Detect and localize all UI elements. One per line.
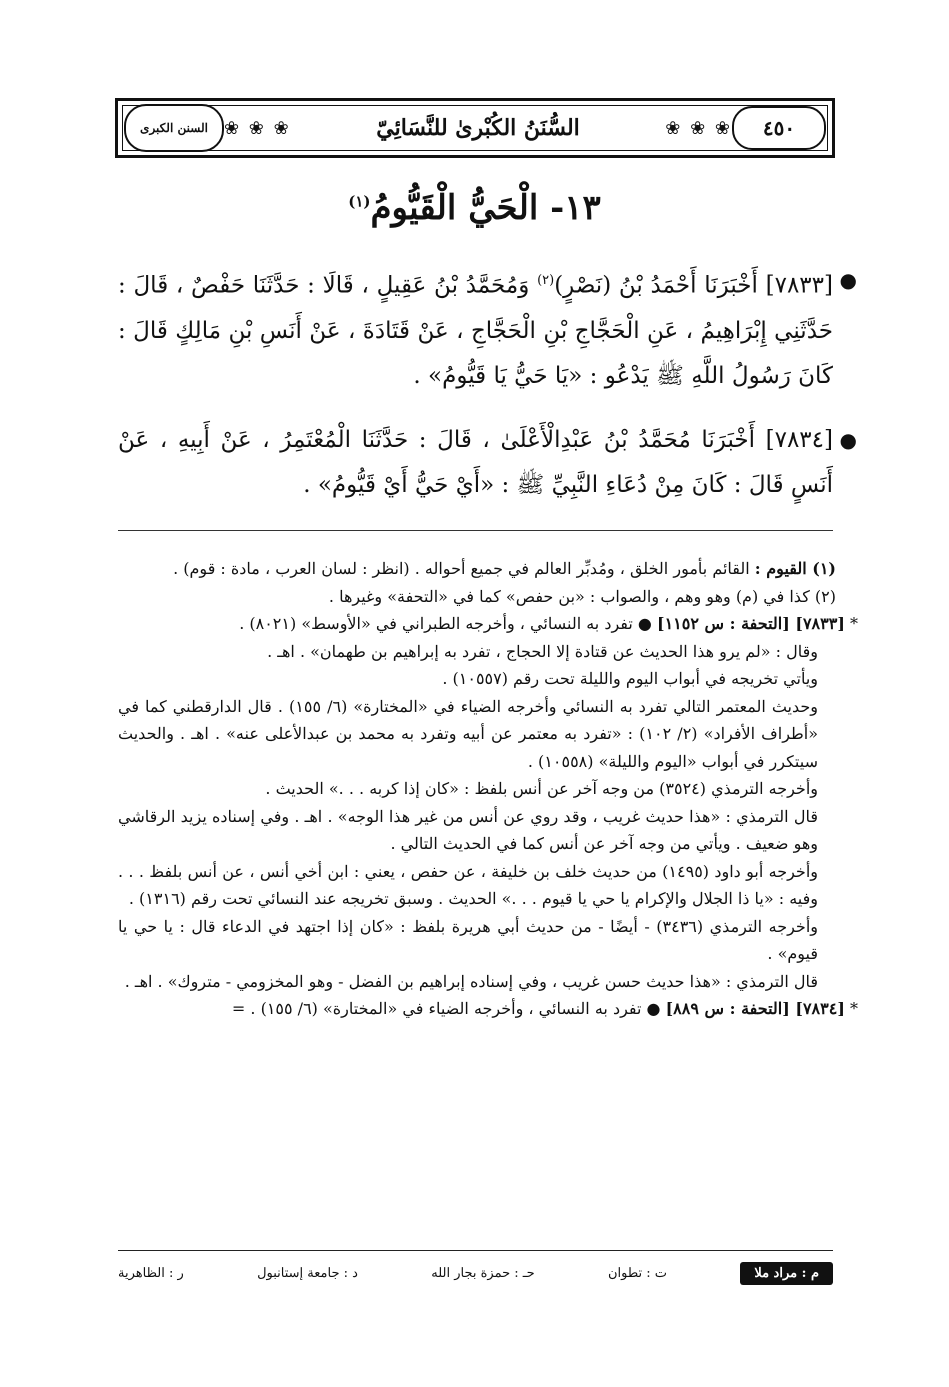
takhrij-paragraph: ويأتي تخريجه في أبواب اليوم والليلة تحت رقم (١٠٥٥٧) . (442, 669, 818, 688)
seal-text: السنن الكبرى (140, 121, 208, 135)
hadith-text: وَمُحَمَّدُ بْنُ عَقِيلٍ ، قَالَا : حَدَّثَنَا حَفْصٌ ، قَالَ : حَدَّثَنِي إِبْرَاهِيمُ ، عَنِ الْحَجَّاجِ بْنِ الْحَجَّاجِ ، عَنْ قَتَادَةَ ، عَنْ أَنَسِ بْنِ مَالِكٍ قَالَ : كَانَ رَسُولُ اللَّهِ ﷺ يَدْعُو : «يَا حَيُّ يَا قَيُّومُ» . (118, 272, 833, 389)
takhrij-paragraph: وأخرجه أبو داود (١٤٩٥) من حديث خلف بن خليفة ، عن حفص ، يعني : ابن أخي أنس ، عن أنس بلفظ . . . وفيه : «يا ذا الجلال والإكرام يا حي يا قيوم . . .» الحديث . وسبق تخريجه عند النسائي تحت رقم (١٣١٦) . (118, 861, 818, 908)
hadith-text: [٧٨٣٣] أَخْبَرَنَا أَحْمَدُ بْنُ (نَصْرٍ) (554, 272, 833, 299)
takhrij-label: [٧٨٣٣] [التحفة : س ١١٥٢] (656, 614, 845, 633)
takhrij-paragraph: قال الترمذي : «هذا حديث حسن غريب ، وفي إسناده إبراهيم بن الفضل - وهو المخزومي - متروك» . اهـ . (124, 971, 818, 991)
takhrij-7834 (118, 995, 858, 1023)
takhrij-paragraph: وأخرجه الترمذي (٣٤٣٦) - أيضًا - من حديث أبي هريرة بلفظ : «كان إذا اجتهد في الدعاء قال : يا حي يا قيوم» . (118, 916, 818, 963)
footnote-1 (118, 555, 836, 583)
takhrij-7833 (118, 610, 858, 638)
manuscript-sigla (118, 1258, 833, 1288)
bullet-icon: ● (839, 428, 857, 452)
hadith-text: [٧٨٣٤] أَخْبَرَنَا مُحَمَّدُ بْنُ عَبْدِالْأَعْلَىٰ ، قَالَ : حَدَّثَنَا الْمُعْتَمِرُ ، عَنْ أَبِيهِ ، عَنْ أَنَسٍ قَالَ : كَانَ مِنْ دُعَاءِ النَّبِيِّ ﷺ : «أَيْ حَيُّ أَيْ قَيُّومُ» . (118, 427, 833, 498)
footnote-label: (١) القيوم : (754, 559, 836, 578)
chapter-footnote-ref: (١) (348, 192, 371, 211)
takhrij-paragraph: قال الترمذي : «هذا حديث غريب ، وقد روي عن أنس من غير هذا الوجه» . اهـ . وفي إسناده يزيد الرقاشي وهو ضعيف . ويأتي من وجه آخر عن أنس كما في الحديث التالي . (118, 806, 819, 853)
footnote-separator (118, 530, 833, 531)
siglum: ر : الظاهرية (118, 1265, 184, 1281)
footnote-text: القائم بأمور الخلق ، ومُدبِّر العالم في جميع أحواله . (انظر : لسان العرب ، مادة : قوم) . (173, 559, 755, 578)
takhrij-paragraph: وحديث المعتمر التالي تفرد به النسائي وأخرجه الضياء في «المختارة» (٦/ ١٥٥) . قال الدارقطني كما في «أطراف الأفراد» (٢/ ١٠٢) : «تفرد به معتمر عن أبيه وتفرد به محمد بن عبدالأعلى عنه» . اهـ . والحديث سيتكرر في أبواب «اليوم والليلة» (١٠٥٥٨) . (118, 696, 819, 771)
footnote-2 (118, 583, 836, 611)
siglum: د : جامعة إستانبول (257, 1265, 358, 1281)
ornament-right: ❀ ❀ ❀ (665, 117, 732, 139)
takhrij-text: ● تفرد به النسائي ، وأخرجه الطبراني في «الأوسط» (٨٠٢١) . (239, 614, 657, 633)
takhrij-label: [٧٨٣٤] [التحفة : س ٨٨٩] (665, 999, 845, 1018)
bullet-icon: ● (839, 268, 857, 292)
book-title: السُّنَنُ الكُبْرىٰ للنَّسَائِيّ (376, 115, 580, 141)
star-icon: * (850, 999, 858, 1018)
siglum-tag: م : مراد ملا (740, 1262, 833, 1285)
star-icon: * (850, 614, 858, 633)
hadith-7833 (118, 258, 857, 399)
siglum: حـ : حمزة بجار الله (431, 1265, 535, 1281)
takhrij-paragraph: وقال : «لم يرو هذا الحديث عن قتادة إلا الحجاج ، تفرد به إبراهيم بن طهمان» . اهـ . (267, 641, 818, 661)
takhrij-text: ● تفرد به النسائي ، وأخرجه الضياء في «المختارة» (٦/ ١٥٥) . = (231, 999, 666, 1018)
ornament-left: ❀ ❀ ❀ (224, 117, 291, 139)
footnote-ref: (٢) (537, 273, 555, 288)
chapter-title-text: ١٣- الْحَيُّ الْقَيُّومُ (370, 188, 601, 228)
siglum: ت : تطوان (607, 1265, 667, 1281)
takhrij-paragraph: وأخرجه الترمذي (٣٥٢٤) من وجه آخر عن أنس بلفظ : «كان إذا كربه . . .» الحديث . (265, 779, 818, 798)
footnotes (118, 555, 858, 1023)
book-seal (124, 104, 224, 152)
page-header (115, 98, 835, 158)
footnote-text: (٢) كذا في (م) وهو وهم ، والصواب : «بن حفص» كما في «التحفة» وغيرها . (328, 586, 836, 606)
footer-rule (118, 1250, 833, 1251)
page-number: ٤٥٠ (732, 106, 826, 150)
hadith-7834 (118, 418, 857, 508)
chapter-title (0, 188, 949, 228)
